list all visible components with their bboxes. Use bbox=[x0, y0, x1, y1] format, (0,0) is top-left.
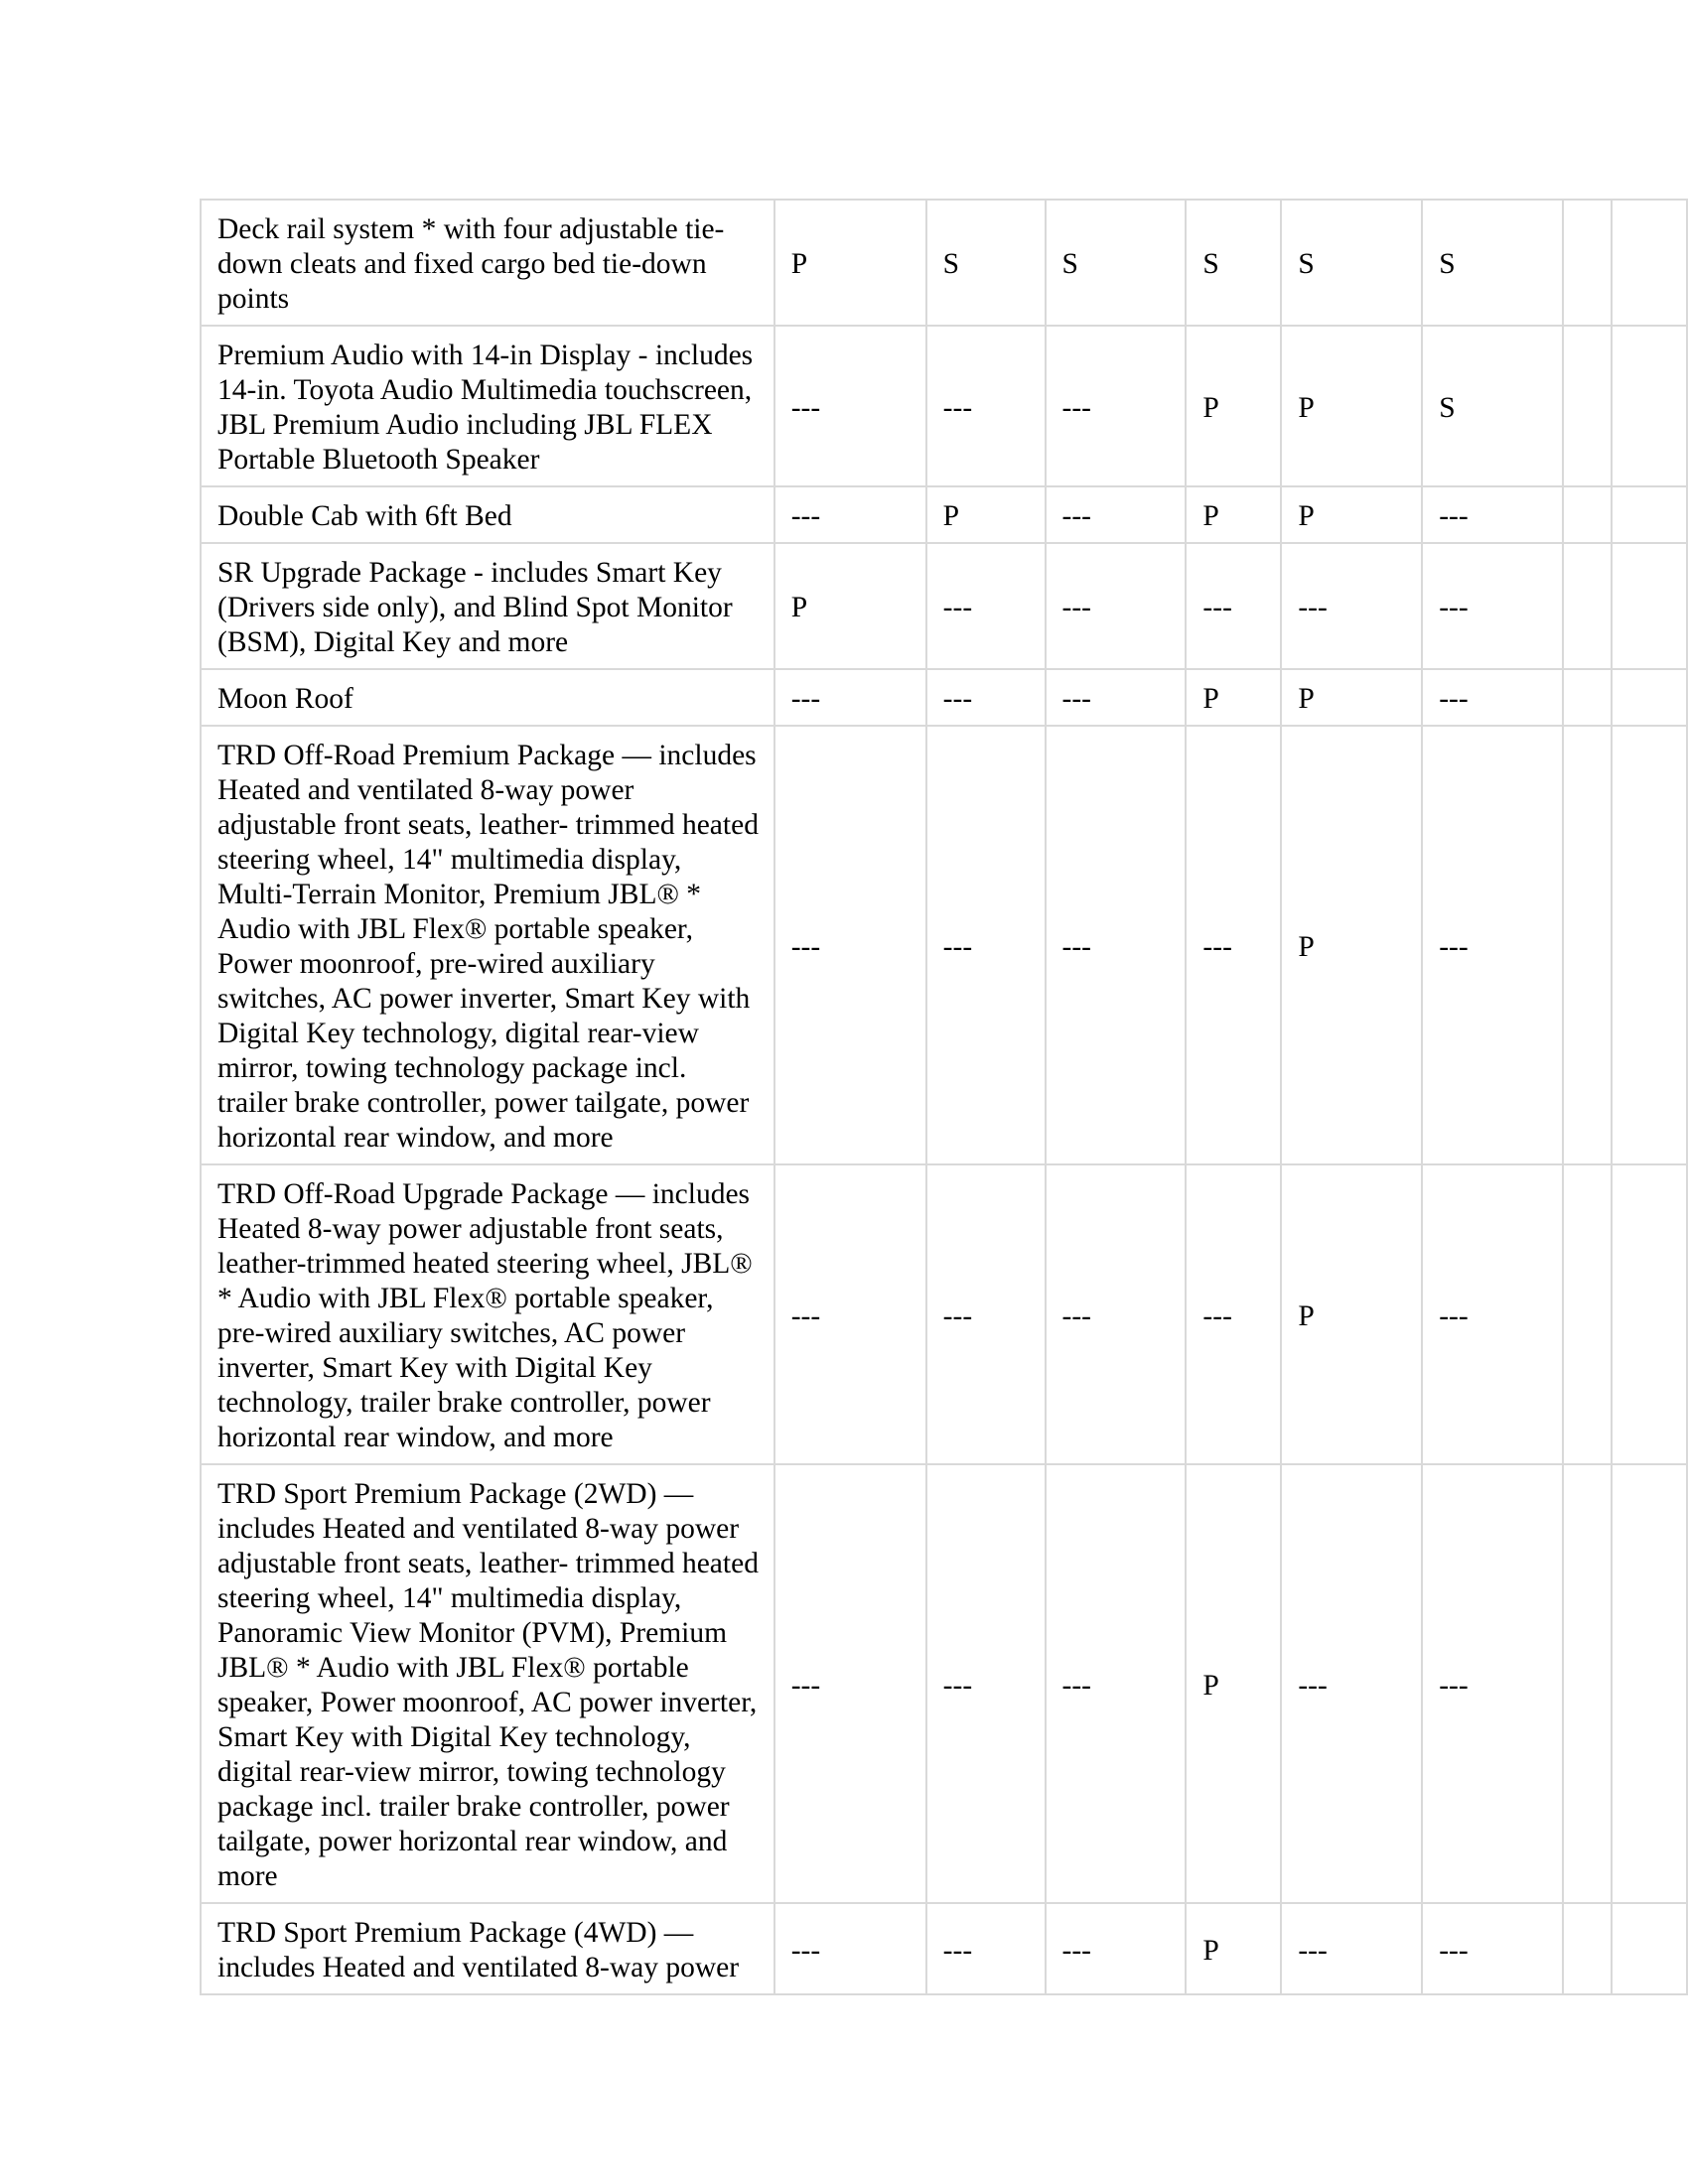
feature-description-cell: TRD Off-Road Upgrade Package — includes Heated 8-way power adjustable front seats, leather-trimmed heated steering wheel, JBL® * Audio with JBL Flex® portable speaker, pre-wired auxiliary switches, AC power inverter, Smart Key with Digital Key technology, trailer brake controller, power horizontal rear window, and more bbox=[201, 1164, 774, 1464]
availability-cell bbox=[1563, 726, 1612, 1164]
availability-cell bbox=[1563, 486, 1612, 543]
availability-cell: P bbox=[1186, 1903, 1281, 1994]
availability-cell: --- bbox=[1422, 1903, 1563, 1994]
table-row bbox=[201, 669, 1687, 726]
availability-cell bbox=[1612, 486, 1687, 543]
availability-cell bbox=[1612, 200, 1687, 326]
availability-cell: P bbox=[1186, 326, 1281, 486]
feature-description-cell: Double Cab with 6ft Bed bbox=[201, 486, 774, 543]
availability-cell: S bbox=[1422, 326, 1563, 486]
availability-cell: P bbox=[1186, 1464, 1281, 1903]
table-row bbox=[201, 543, 1687, 669]
availability-cell: --- bbox=[1422, 726, 1563, 1164]
availability-cell bbox=[1563, 669, 1612, 726]
availability-cell bbox=[1612, 543, 1687, 669]
availability-cell: --- bbox=[774, 1164, 926, 1464]
availability-cell: S bbox=[1281, 200, 1422, 326]
table-row bbox=[201, 1464, 1687, 1903]
availability-cell: --- bbox=[1186, 543, 1281, 669]
availability-cell: P bbox=[774, 200, 926, 326]
availability-cell bbox=[1612, 669, 1687, 726]
availability-cell: --- bbox=[1281, 543, 1422, 669]
availability-cell: P bbox=[926, 486, 1046, 543]
availability-cell bbox=[1612, 1164, 1687, 1464]
options-table-container bbox=[200, 199, 1688, 1995]
table-row bbox=[201, 1164, 1687, 1464]
table-row bbox=[201, 326, 1687, 486]
availability-cell: P bbox=[774, 543, 926, 669]
availability-cell: --- bbox=[1046, 543, 1187, 669]
feature-description-cell: TRD Sport Premium Package (4WD) — includes Heated and ventilated 8-way power bbox=[201, 1903, 774, 1994]
availability-cell bbox=[1563, 1903, 1612, 1994]
availability-cell: --- bbox=[926, 669, 1046, 726]
table-row bbox=[201, 726, 1687, 1164]
availability-cell: S bbox=[926, 200, 1046, 326]
availability-cell: --- bbox=[774, 326, 926, 486]
availability-cell: --- bbox=[1046, 486, 1187, 543]
availability-cell: --- bbox=[1281, 1903, 1422, 1994]
availability-cell: --- bbox=[1046, 1464, 1187, 1903]
availability-cell: --- bbox=[1422, 1164, 1563, 1464]
availability-cell: --- bbox=[774, 1903, 926, 1994]
availability-cell: S bbox=[1186, 200, 1281, 326]
availability-cell: P bbox=[1281, 669, 1422, 726]
availability-cell bbox=[1563, 326, 1612, 486]
table-row bbox=[201, 200, 1687, 326]
availability-cell bbox=[1563, 1164, 1612, 1464]
availability-cell: --- bbox=[774, 726, 926, 1164]
availability-cell: P bbox=[1186, 669, 1281, 726]
availability-cell: --- bbox=[1422, 669, 1563, 726]
availability-cell: --- bbox=[926, 543, 1046, 669]
availability-cell: --- bbox=[926, 726, 1046, 1164]
availability-cell bbox=[1612, 726, 1687, 1164]
availability-cell bbox=[1563, 543, 1612, 669]
feature-description-cell: TRD Off-Road Premium Package — includes Heated and ventilated 8-way power adjustable front seats, leather- trimmed heated steering wheel, 14" multimedia display, Multi-Terrain Monitor, Premium JBL® * Audio with JBL Flex® portable speaker, Power moonroof, pre-wired auxiliary switches, AC power inverter, Smart Key with Digital Key technology, digital rear-view mirror, towing technology package incl. trailer brake controller, power tailgate, power horizontal rear window, and more bbox=[201, 726, 774, 1164]
availability-cell: --- bbox=[926, 1903, 1046, 1994]
availability-cell bbox=[1612, 1903, 1687, 1994]
availability-cell: --- bbox=[1281, 1464, 1422, 1903]
feature-description-cell: SR Upgrade Package - includes Smart Key (Drivers side only), and Blind Spot Monitor (BSM), Digital Key and more bbox=[201, 543, 774, 669]
availability-cell: --- bbox=[774, 1464, 926, 1903]
availability-cell: --- bbox=[926, 326, 1046, 486]
availability-cell: P bbox=[1281, 326, 1422, 486]
availability-cell bbox=[1563, 1464, 1612, 1903]
availability-cell: S bbox=[1046, 200, 1187, 326]
options-table-body bbox=[201, 200, 1687, 1994]
availability-cell: --- bbox=[1046, 1903, 1187, 1994]
availability-cell bbox=[1612, 326, 1687, 486]
availability-cell: --- bbox=[774, 486, 926, 543]
availability-cell: --- bbox=[1422, 486, 1563, 543]
availability-cell: --- bbox=[1422, 1464, 1563, 1903]
options-table bbox=[200, 199, 1688, 1995]
availability-cell: --- bbox=[1422, 543, 1563, 669]
availability-cell: S bbox=[1422, 200, 1563, 326]
availability-cell: --- bbox=[1046, 726, 1187, 1164]
availability-cell: P bbox=[1281, 726, 1422, 1164]
feature-description-cell: Premium Audio with 14-in Display - includes 14-in. Toyota Audio Multimedia touchscreen, JBL Premium Audio including JBL FLEX Portable Bluetooth Speaker bbox=[201, 326, 774, 486]
availability-cell: --- bbox=[774, 669, 926, 726]
feature-description-cell: Moon Roof bbox=[201, 669, 774, 726]
availability-cell: P bbox=[1281, 1164, 1422, 1464]
feature-description-cell: Deck rail system * with four adjustable tie-down cleats and fixed cargo bed tie-down points bbox=[201, 200, 774, 326]
feature-description-cell: TRD Sport Premium Package (2WD) — includes Heated and ventilated 8-way power adjustable front seats, leather- trimmed heated steering wheel, 14" multimedia display, Panoramic View Monitor (PVM), Premium JBL® * Audio with JBL Flex® portable speaker, Power moonroof, AC power inverter, Smart Key with Digital Key technology, digital rear-view mirror, towing technology package incl. trailer brake controller, power tailgate, power horizontal rear window, and more bbox=[201, 1464, 774, 1903]
availability-cell: --- bbox=[1046, 669, 1187, 726]
availability-cell: --- bbox=[1046, 1164, 1187, 1464]
availability-cell bbox=[1563, 200, 1612, 326]
availability-cell: --- bbox=[926, 1164, 1046, 1464]
availability-cell: --- bbox=[1186, 1164, 1281, 1464]
availability-cell: --- bbox=[1186, 726, 1281, 1164]
availability-cell: P bbox=[1281, 486, 1422, 543]
table-row bbox=[201, 1903, 1687, 1994]
availability-cell bbox=[1612, 1464, 1687, 1903]
availability-cell: --- bbox=[1046, 326, 1187, 486]
availability-cell: --- bbox=[926, 1464, 1046, 1903]
table-row bbox=[201, 486, 1687, 543]
availability-cell: P bbox=[1186, 486, 1281, 543]
